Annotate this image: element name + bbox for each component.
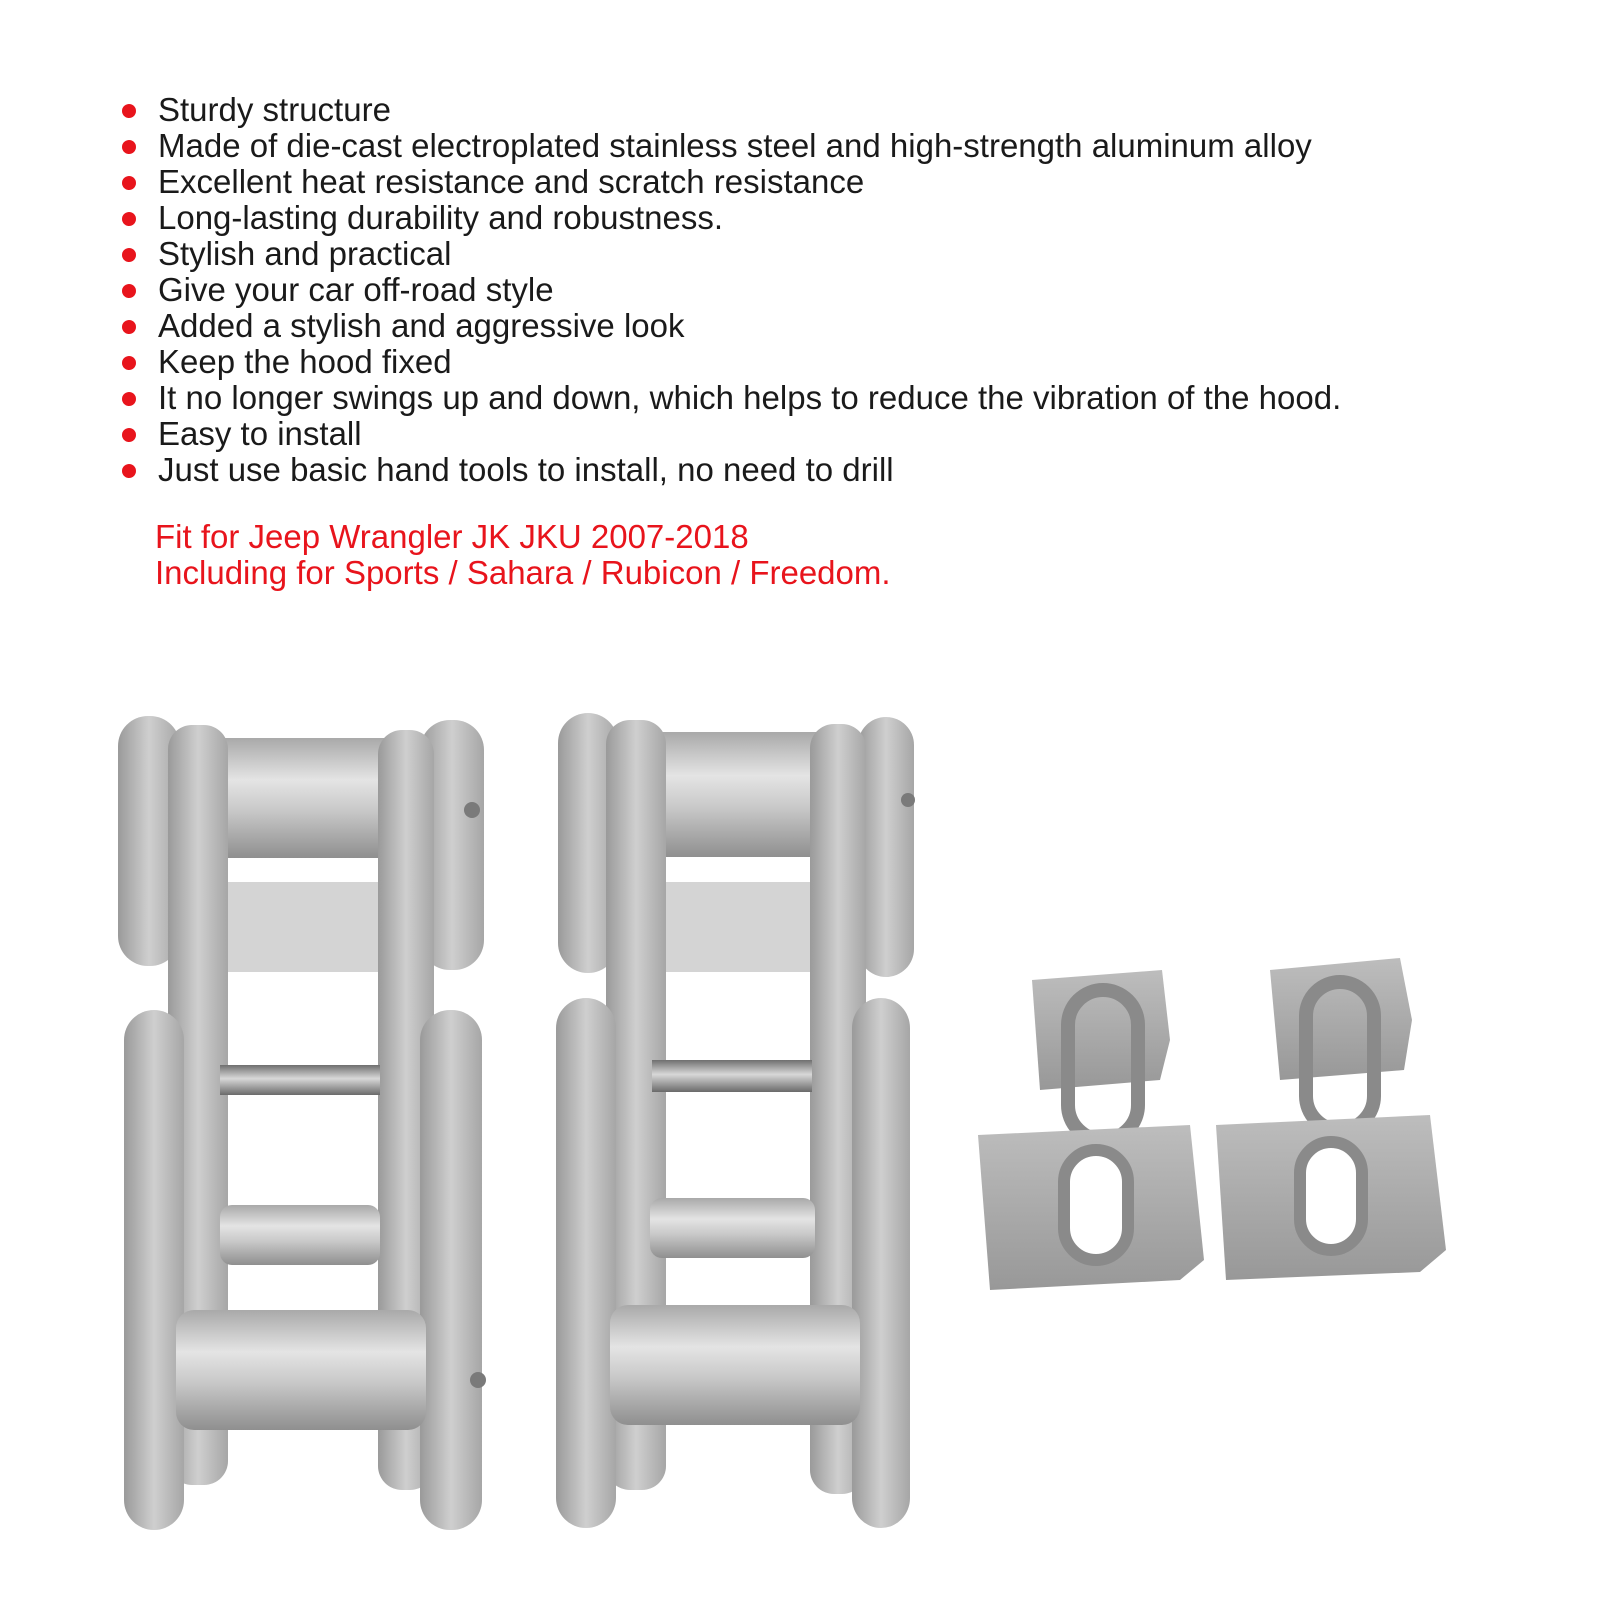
hinge-pin-rod <box>652 1060 812 1092</box>
fitment-note <box>155 519 891 591</box>
feature-text: Just use basic hand tools to install, no need to drill <box>158 451 894 488</box>
feature-item <box>118 92 1341 128</box>
bullet-dot-icon <box>122 428 136 442</box>
bolt-head-icon <box>470 1372 486 1388</box>
hinge-side-plate <box>124 1010 184 1530</box>
fitment-line-1: Fit for Jeep Wrangler JK JKU 2007-2018 <box>155 518 749 555</box>
hinge-middle-barrel <box>220 1205 380 1265</box>
feature-text: Easy to install <box>158 415 362 452</box>
feature-text: Excellent heat resistance and scratch resistance <box>158 163 865 200</box>
feature-text: Long-lasting durability and robustness. <box>158 199 724 236</box>
bullet-dot-icon <box>122 356 136 370</box>
feature-text: Sturdy structure <box>158 91 391 128</box>
hinge-lower-barrel <box>610 1305 860 1425</box>
bullet-dot-icon <box>122 320 136 334</box>
hinge-lower-barrel <box>176 1310 426 1430</box>
hinge-side-plate <box>852 998 910 1528</box>
hinge-side-plate <box>858 717 914 977</box>
hinge-side-plate <box>420 1010 482 1530</box>
hood-catch-hinge-right <box>556 713 915 1528</box>
feature-list <box>118 92 1341 488</box>
bullet-dot-icon <box>122 212 136 226</box>
feature-item <box>118 308 1341 344</box>
feature-item <box>118 272 1341 308</box>
bolt-head-icon <box>464 802 480 818</box>
hood-catch-hinge-left <box>118 716 486 1530</box>
bullet-dot-icon <box>122 176 136 190</box>
feature-item <box>118 164 1341 200</box>
feature-item <box>118 380 1341 416</box>
bullet-dot-icon <box>122 464 136 478</box>
hinge-middle-barrel <box>650 1198 815 1258</box>
bolt-head-icon <box>901 793 915 807</box>
feature-text: Keep the hood fixed <box>158 343 452 380</box>
bullet-dot-icon <box>122 392 136 406</box>
feature-item <box>118 128 1341 164</box>
feature-item <box>118 236 1341 272</box>
feature-text: Give your car off-road style <box>158 271 554 308</box>
feature-item <box>118 344 1341 380</box>
striker-bracket-left <box>978 970 1204 1290</box>
bracket-slot-lower <box>1300 1142 1362 1250</box>
feature-item <box>118 200 1341 236</box>
bullet-dot-icon <box>122 248 136 262</box>
fitment-line-2: Including for Sports / Sahara / Rubicon / Freedom. <box>155 554 891 591</box>
feature-item <box>118 416 1341 452</box>
product-photo <box>0 620 1601 1601</box>
feature-text: Made of die-cast electroplated stainless steel and high-strength aluminum alloy <box>158 127 1312 164</box>
feature-text: Added a stylish and aggressive look <box>158 307 685 344</box>
bullet-dot-icon <box>122 140 136 154</box>
hinge-side-plate <box>556 998 616 1528</box>
bullet-dot-icon <box>122 104 136 118</box>
bullet-dot-icon <box>122 284 136 298</box>
feature-text: It no longer swings up and down, which helps to reduce the vibration of the hood. <box>158 379 1342 416</box>
feature-item <box>118 452 1341 488</box>
striker-bracket-right <box>1216 958 1446 1280</box>
bracket-slot-lower <box>1064 1150 1128 1260</box>
feature-text: Stylish and practical <box>158 235 452 272</box>
hinge-pin-rod <box>220 1065 380 1095</box>
